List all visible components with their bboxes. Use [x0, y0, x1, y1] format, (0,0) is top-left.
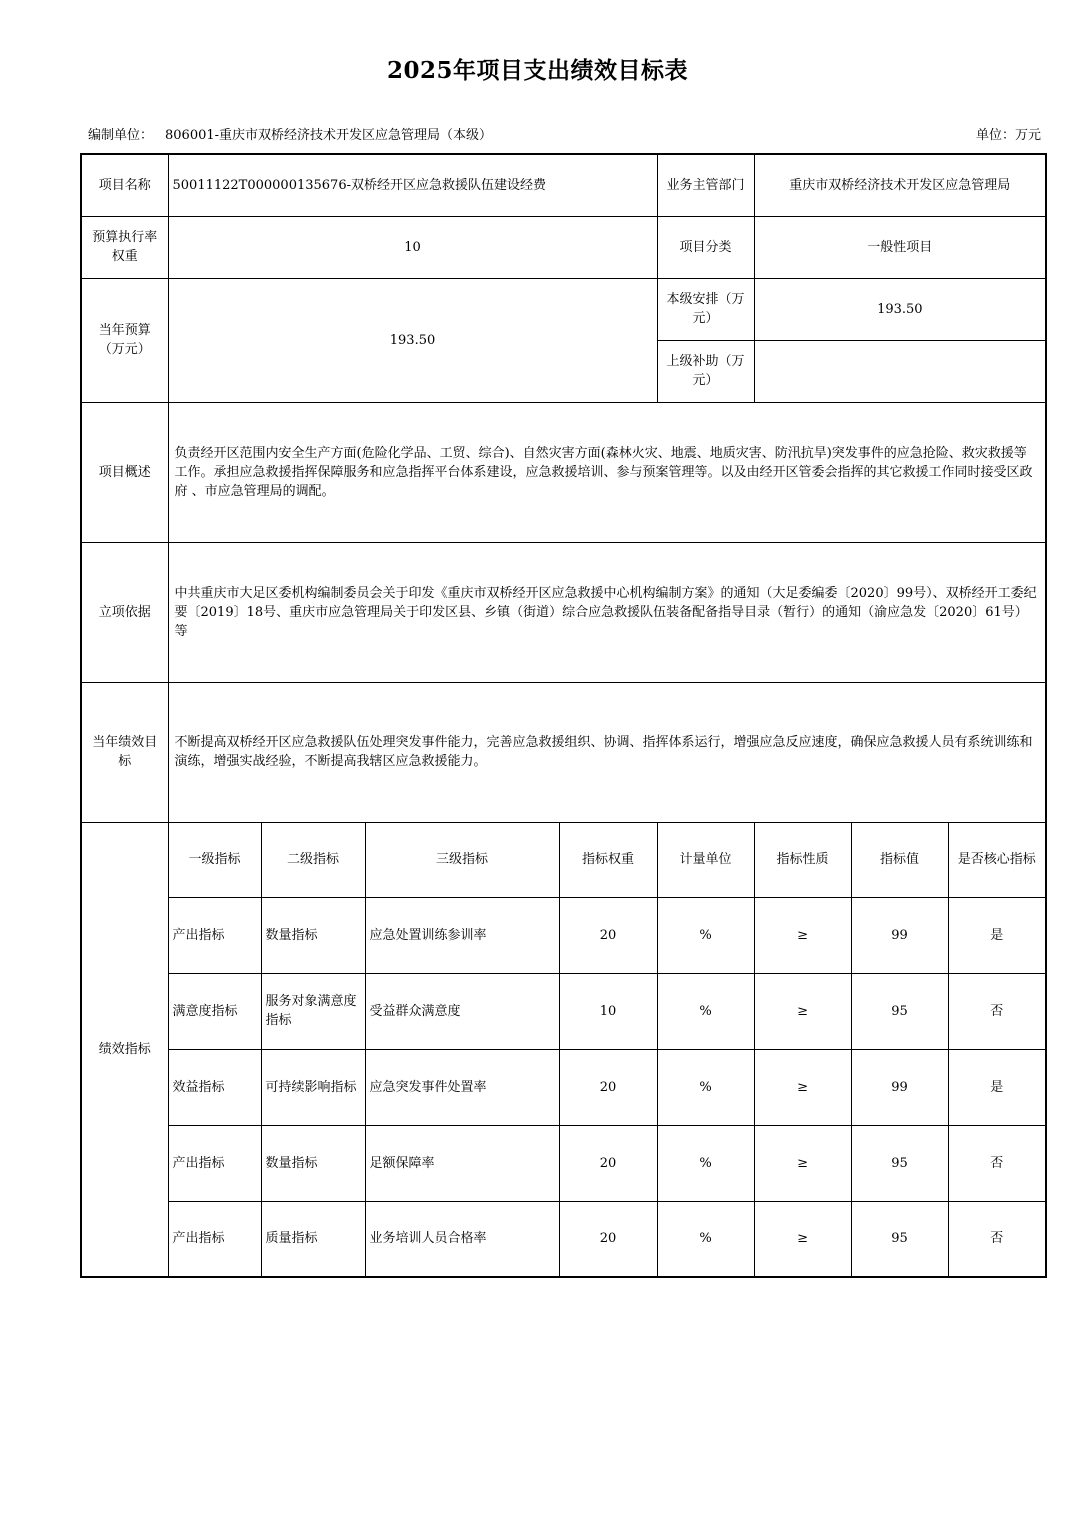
unit-cell: % — [657, 897, 754, 973]
row-budget — [81, 278, 1046, 340]
nature-cell: ≥ — [754, 1125, 851, 1201]
basis-label: 立项依据 — [81, 542, 168, 682]
value-cell: 99 — [851, 897, 948, 973]
level3-cell: 应急突发事件处置率 — [365, 1049, 559, 1125]
row-project-name — [81, 154, 1046, 216]
core-cell: 否 — [948, 1201, 1046, 1277]
level2-cell: 服务对象满意度指标 — [261, 973, 365, 1049]
indicator-header: 二级指标 — [261, 822, 365, 897]
row-basis — [81, 542, 1046, 682]
table-row — [81, 1125, 1046, 1201]
upper-label: 上级补助（万元） — [657, 340, 754, 402]
compiling-unit-value: 806001-重庆市双桥经济技术开发区应急管理局（本级） — [165, 128, 493, 143]
weight-cell: 20 — [559, 1201, 657, 1277]
level2-cell: 质量指标 — [261, 1201, 365, 1277]
indicator-header: 三级指标 — [365, 822, 559, 897]
nature-cell: ≥ — [754, 973, 851, 1049]
performance-target-table — [80, 153, 1047, 1278]
table-row — [81, 1201, 1046, 1277]
nature-cell: ≥ — [754, 1049, 851, 1125]
value-cell: 99 — [851, 1049, 948, 1125]
goal-label: 当年绩效目标 — [81, 682, 168, 822]
exec-rate-label: 预算执行率权重 — [81, 216, 168, 278]
weight-cell: 20 — [559, 1125, 657, 1201]
overview-label: 项目概述 — [81, 402, 168, 542]
level3-cell: 受益群众满意度 — [365, 973, 559, 1049]
local-label: 本级安排（万元） — [657, 278, 754, 340]
level3-cell: 应急处置训练参训率 — [365, 897, 559, 973]
basis-value: 中共重庆市大足区委机构编制委员会关于印发《重庆市双桥经开区应急救援中心机构编制方案》的通知（大足委编委〔2020〕99号）、双桥经开工委纪要〔2019〕18号、重庆市应急管理局关于印发区县、乡镇（街道）综合应急救援队伍装备配备指导目录（暂行）的通知（渝应急发〔2020〕61号）等 — [168, 542, 1046, 682]
level1-cell: 产出指标 — [168, 1125, 261, 1201]
exec-rate-value: 10 — [168, 216, 657, 278]
indicator-header: 一级指标 — [168, 822, 261, 897]
category-label: 项目分类 — [657, 216, 754, 278]
row-goal — [81, 682, 1046, 822]
level3-cell: 业务培训人员合格率 — [365, 1201, 559, 1277]
currency-unit: 单位：万元 — [975, 128, 1041, 143]
upper-value — [754, 340, 1046, 402]
value-cell: 95 — [851, 1125, 948, 1201]
indicator-header: 指标值 — [851, 822, 948, 897]
category-value: 一般性项目 — [754, 216, 1046, 278]
level1-cell: 产出指标 — [168, 1201, 261, 1277]
table-row — [81, 973, 1046, 1049]
level1-cell: 效益指标 — [168, 1049, 261, 1125]
budget-value: 193.50 — [168, 278, 657, 402]
nature-cell: ≥ — [754, 1201, 851, 1277]
perf-label: 绩效指标 — [81, 822, 168, 1277]
indicator-header: 是否核心指标 — [948, 822, 1046, 897]
unit-cell: % — [657, 1201, 754, 1277]
nature-cell: ≥ — [754, 897, 851, 973]
core-cell: 是 — [948, 1049, 1046, 1125]
compiling-unit — [88, 124, 492, 143]
level3-cell: 足额保障率 — [365, 1125, 559, 1201]
page-title: 2025年项目支出绩效目标表 — [386, 57, 688, 84]
level1-cell: 产出指标 — [168, 897, 261, 973]
core-cell: 否 — [948, 973, 1046, 1049]
project-name-value: 50011122T000000135676-双桥经开区应急救援队伍建设经费 — [168, 154, 657, 216]
row-overview — [81, 402, 1046, 542]
weight-cell: 10 — [559, 973, 657, 1049]
weight-cell: 20 — [559, 897, 657, 973]
core-cell: 是 — [948, 897, 1046, 973]
indicator-header: 计量单位 — [657, 822, 754, 897]
level2-cell: 数量指标 — [261, 1125, 365, 1201]
unit-cell: % — [657, 1125, 754, 1201]
indicator-header: 指标权重 — [559, 822, 657, 897]
budget-label: 当年预算（万元） — [81, 278, 168, 402]
dept-value: 重庆市双桥经济技术开发区应急管理局 — [754, 154, 1046, 216]
table-row — [81, 897, 1046, 973]
unit-cell: % — [657, 1049, 754, 1125]
level2-cell: 可持续影响指标 — [261, 1049, 365, 1125]
value-cell: 95 — [851, 1201, 948, 1277]
overview-value: 负责经开区范围内安全生产方面(危险化学品、工贸、综合)、自然灾害方面(森林火灾、地震、地质灾害、防汛抗旱)突发事件的应急抢险、救灾救援等工作。承担应急救援指挥保障服务和应急指挥平台体系建设，应急救援培训、参与预案管理等。以及由经开区管委会指挥的其它救援工作同时接受区政府 、市应急管理局的调配。 — [168, 402, 1046, 542]
value-cell: 95 — [851, 973, 948, 1049]
indicator-header-row — [81, 822, 1046, 897]
level1-cell: 满意度指标 — [168, 973, 261, 1049]
weight-cell: 20 — [559, 1049, 657, 1125]
level2-cell: 数量指标 — [261, 897, 365, 973]
unit-cell: % — [657, 973, 754, 1049]
dept-label: 业务主管部门 — [657, 154, 754, 216]
row-exec-rate — [81, 216, 1046, 278]
goal-value: 不断提高双桥经开区应急救援队伍处理突发事件能力，完善应急救援组织、协调、指挥体系运行，增强应急反应速度，确保应急救援人员有系统训练和演练，增强实战经验，不断提高我辖区应急救援能力。 — [168, 682, 1046, 822]
project-name-label: 项目名称 — [81, 154, 168, 216]
local-value: 193.50 — [754, 278, 1046, 340]
compiling-unit-label: 编制单位： — [88, 128, 154, 143]
core-cell: 否 — [948, 1125, 1046, 1201]
indicator-header: 指标性质 — [754, 822, 851, 897]
table-row — [81, 1049, 1046, 1125]
